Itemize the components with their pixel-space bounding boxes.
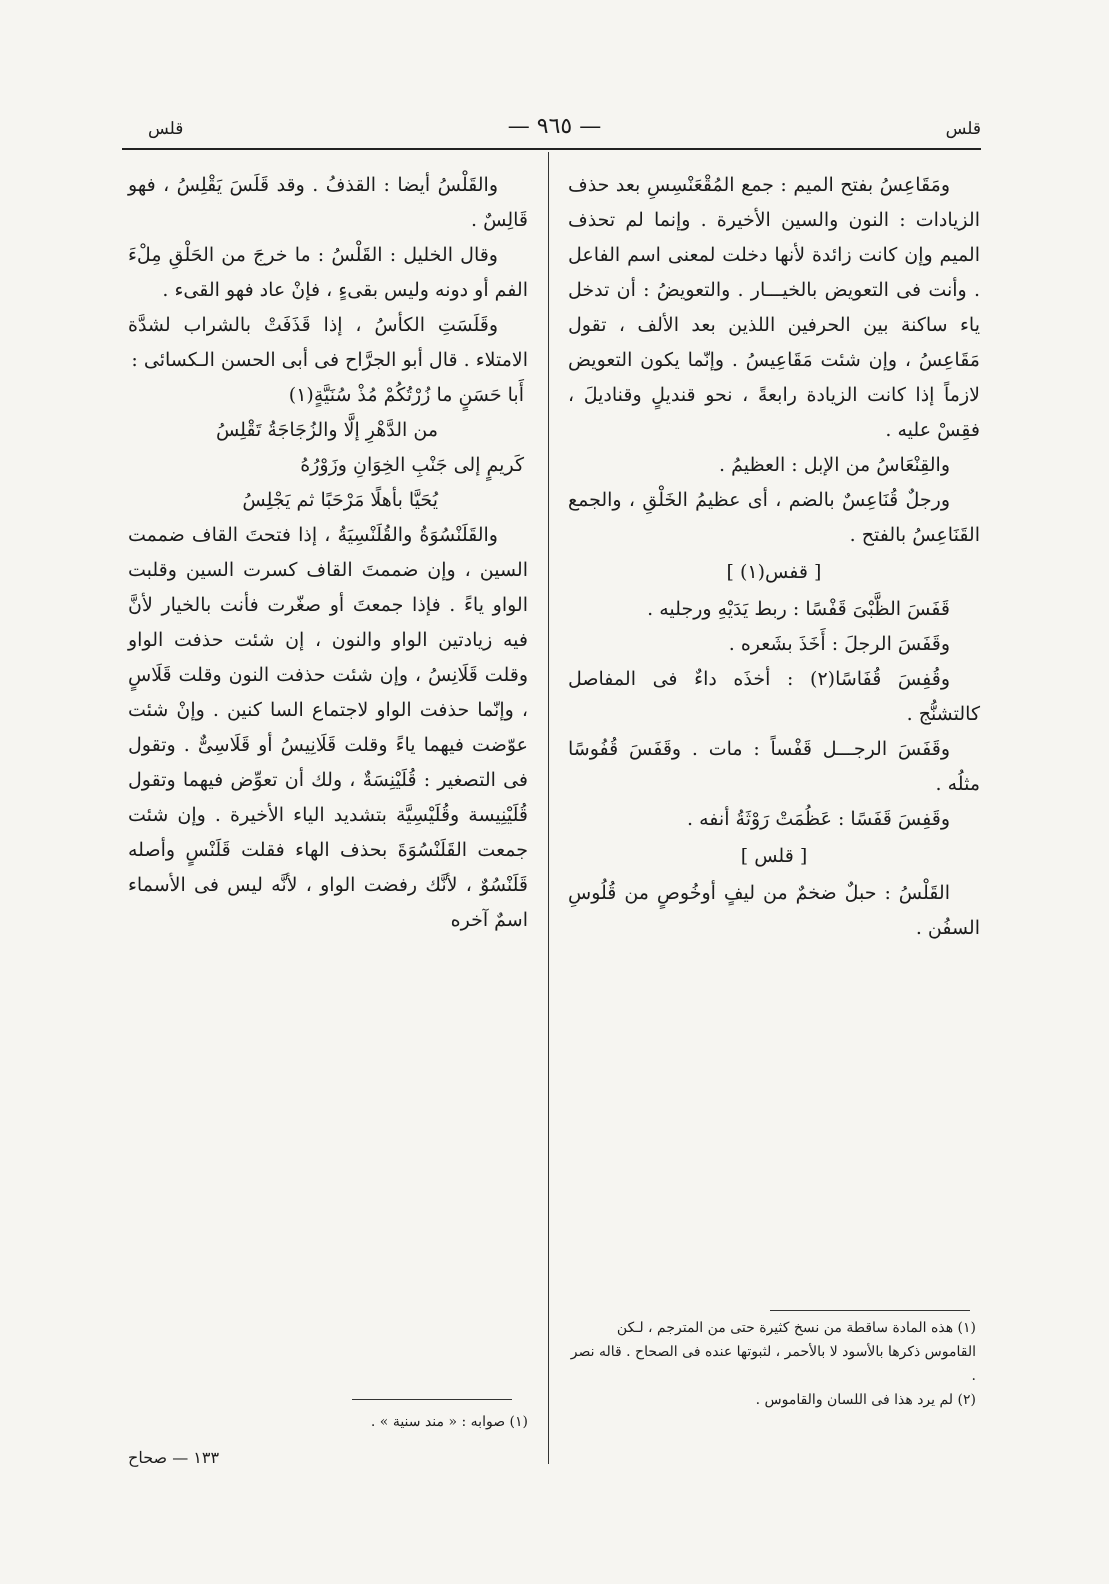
verse-line: كَريمٍ إلى جَنْبِ الخِوَانِ وزَوْرُهُ — [300, 454, 524, 476]
footnotes-left — [128, 1410, 528, 1434]
footnote-rule — [770, 1310, 970, 1311]
running-head-left: قلس — [148, 119, 184, 139]
paragraph: والقَلَنْسُوَةُ والقُلَنْسِيَةُ ، إذا فتحتَ القاف ضممت السين ، وإن ضممتَ القاف كسرت السين وقلبت الواو ياءً . فإذا جمعتَ أو صغّرت فأنت بالخيار لأنَّ فيه زيادتين الواو والنون ، إن شئت حذفت الواو وقلت قَلَانِسُ ، وإن شئت حذفت النون وقلت قَلَاسٍ ، وإنّما حذفت الواو لاجتماع السا كنين . وإنْ شئت عوّضت فيهما ياءً وقلت قَلَانِيسُ أو قَلَاسِىٌّ . وتقول فى التصغير : قُلَيْنِسَةٌ ، ولك أن تعوِّض فيهما وتقول قُلَيْنِيسة وقُلَيْسِيَّة بتشديد الياء الأخيرة . وإن شئت جمعت القَلَنْسُوَةَ بحذف الهاء فقلت قَلَنْسٍ وأصله قَلَنْسُوٌ ، لأنَّك رفضت الواو ، لأنَّه ليس فى الأسماء اسمٌ آخره — [128, 524, 528, 931]
paragraph: ورجلٌ قُنَاعِسٌ بالضم ، أى عظيمُ الخَلْقِ ، والجمع القَنَاعِسُ بالفتح . — [568, 489, 980, 546]
header-rule — [122, 148, 981, 150]
paragraph: القَلْسُ : حبلٌ ضخمٌ من ليفٍ أوخُوصٍ من قُلُوسِ السفُن . — [568, 882, 980, 939]
paragraph: وقَفِسَ قَفَسًا : عَظُمَتْ رَوْثَةُ أنفه . — [687, 808, 950, 830]
paragraph: والقِنْعَاسُ من الإبل : العظيمُ . — [718, 454, 950, 476]
paragraph: وقال الخليل : القَلْسُ : ما خرجَ من الحَلْقِ مِلْءَ الفم أو دونه وليس بقىءٍ ، فإنْ عاد فهو القىء . — [128, 244, 528, 301]
verse-line: أَبا حَسَنٍ ما زُرْتُكُمْ مُذْ سُنَيَّةٍ(١) — [288, 384, 524, 406]
paragraph: والقَلْسُ أيضا : القذفُ . وقد قَلَسَ يَقْلِسُ ، فهو قَالِسٌ . — [128, 174, 528, 231]
paragraph: وقَلَسَتِ الكأسُ ، إذا قَذَفَتْ بالشراب لشدَّة الامتلاء . قال أبو الجرَّاح فى أبى الحسن الـكسائى : — [128, 314, 528, 371]
running-head-right: قلس — [945, 119, 981, 139]
paragraph: ومَقَاعِسُ بفتح الميم : جمع المُقْعَنْسِسِ بعد حذف الزيادات : النون والسين الأخيرة . وإنما لم تحذف الميم وإن كانت زائدة لأنها دخلت لمعنى اسم الفاعل . وأنت فى التعويض بالخيـــار . والتعويضُ : أن تدخل ياء ساكنة بين الحرفين اللذين بعد الألف ، تقول مَقَاعِسُ ، وإن شئت مَقَاعِيسُ . وإنّما يكون التعويض لازماً إذا كانت الزيادة رابعةً ، نحو قنديلٍ وقناديلَ ، فقِسْ عليه . — [568, 174, 980, 441]
footnote: (١) صوابه : « مند سنية » . — [370, 1414, 528, 1430]
footnotes-right — [568, 1316, 976, 1412]
footnote: (١) هذه المادة ساقطة من نسخ كثيرة حتى من المترجم ، لـكن القاموس ذكرها بالأسود لا بالأحمر ، لثبوتها عنده فى الصحاح . قاله نصر . — [570, 1320, 976, 1384]
paragraph: وقَفَسَ الرجلَ : أَخَذَ بشَعره . — [728, 633, 950, 655]
paragraph: وقَفَسَ الرجـــل قَفْساً : مات . وقَفَسَ قُفُوسًا مثلُه . — [568, 738, 980, 795]
page-number: — ٩٦٥ — — [507, 114, 602, 139]
footnote: (٢) لم يرد هذا فى اللسان والقاموس . — [755, 1392, 976, 1408]
signature-mark: ١٣٣ — صحاح — [128, 1448, 220, 1467]
footnote-rule — [352, 1399, 512, 1400]
entry-heading: [ قفس(١) ] — [726, 561, 822, 583]
verse-line: يُحَيَّا بأهلًا مَرْحَبًا ثم يَجْلِسُ — [242, 489, 438, 511]
left-column — [128, 168, 528, 938]
paragraph: وقُفِسَ قُفَاسًا(٢) : أخذَه داءٌ فى المفاصل كالتشنُّج . — [568, 668, 980, 725]
paragraph: قَفَسَ الظَّبْىَ قَفْسًا : ربط يَدَيْهِ ورجليه . — [647, 598, 950, 620]
right-column — [568, 168, 980, 946]
verse-line: من الدَّهْرِ إلَّا والزُجَاجَةُ تَقْلِسُ — [215, 419, 438, 441]
entry-heading: [ قلس ] — [740, 845, 808, 867]
column-divider — [548, 152, 549, 1464]
